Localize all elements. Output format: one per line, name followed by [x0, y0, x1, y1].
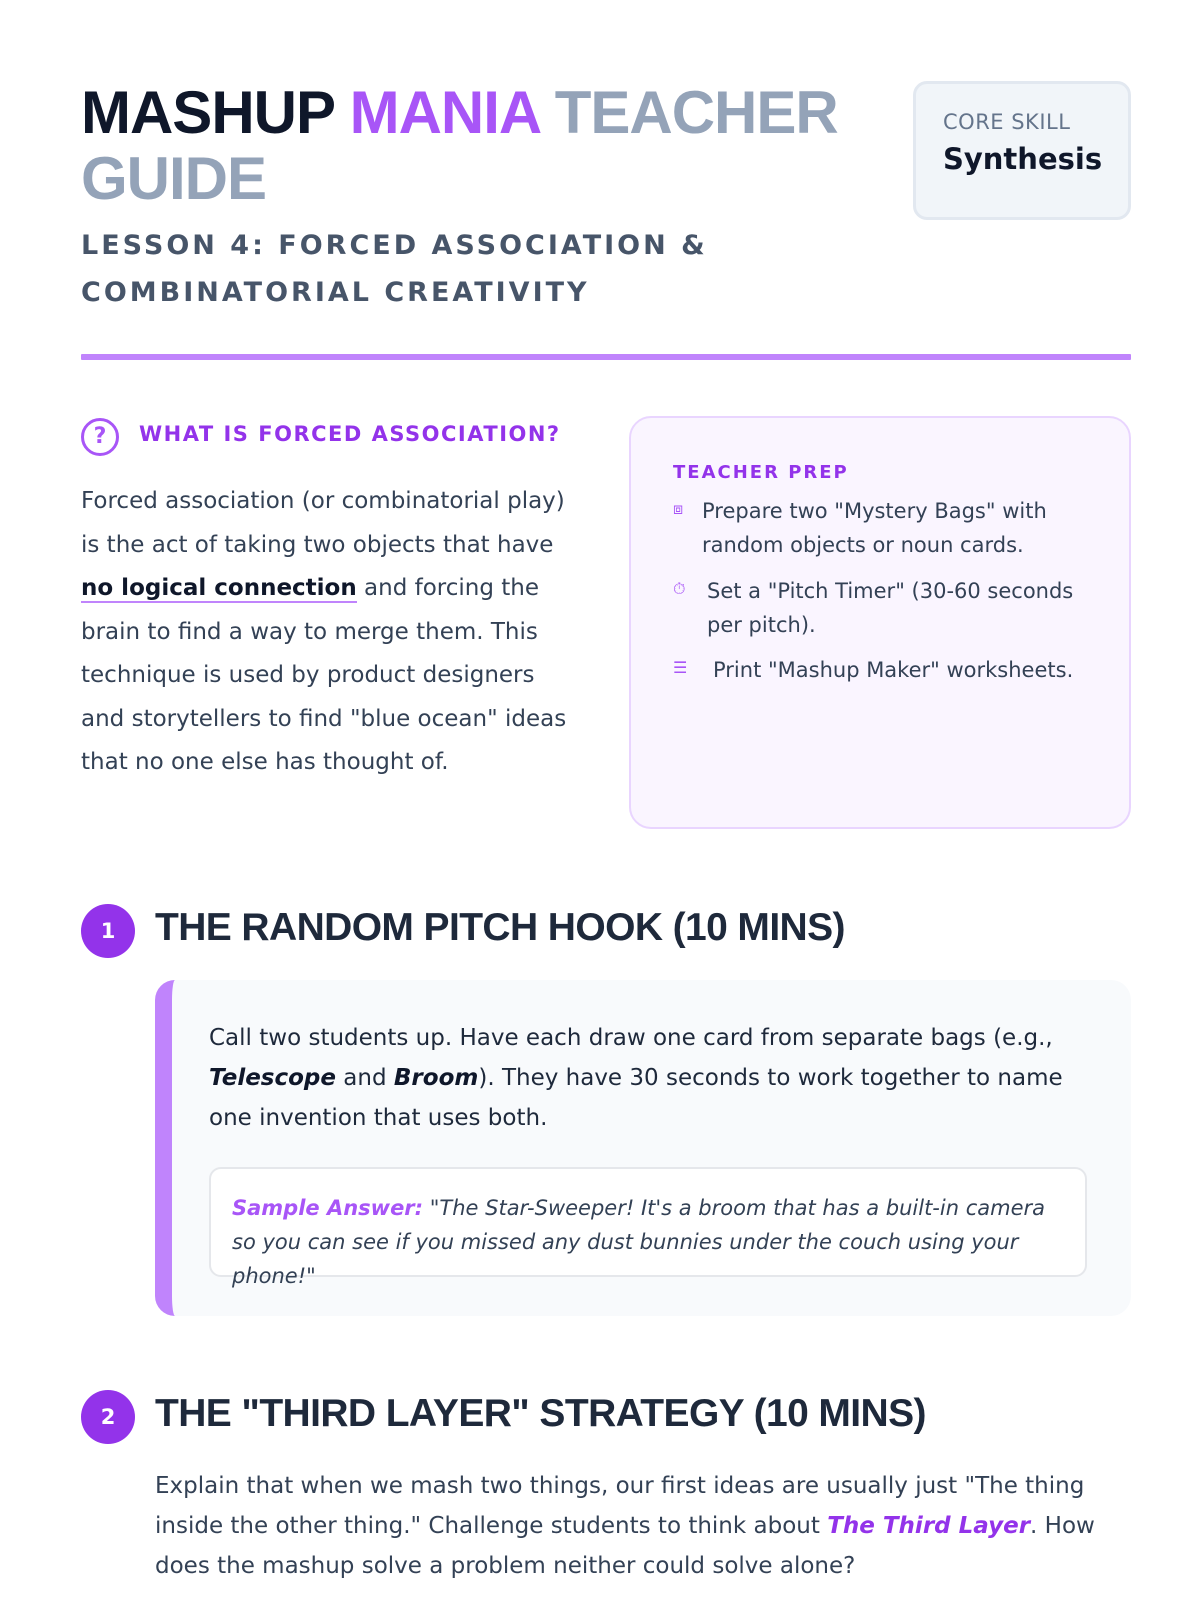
sample-answer-text: "The Star-Sweeper! It's a broom that has a built-in camera so you can see if you missed any dust bunnies under the couch using your phone!" — [232, 1196, 1045, 1288]
page-title — [81, 80, 861, 212]
sample-answer-box — [209, 1167, 1087, 1288]
prep-item — [673, 574, 1093, 642]
intro-paragraph — [81, 480, 571, 785]
prep-item — [673, 653, 1113, 687]
prep-item-text: Prepare two "Mystery Bags" with random objects or noun cards. — [702, 499, 1047, 557]
cube-icon: ⧈ — [673, 499, 684, 518]
core-skill-value: Synthesis — [943, 142, 1103, 176]
step-number-badge: 2 — [81, 1390, 135, 1444]
example-word-telescope: Telescope — [209, 1065, 336, 1091]
intro-key-phrase: no logical connection — [81, 575, 357, 601]
header-divider — [81, 354, 1131, 360]
step-1-text: and — [336, 1065, 394, 1091]
intro-heading: WHAT IS FORCED ASSOCIATION? — [139, 422, 561, 446]
intro-text-before: Forced association (or combinatorial play) is the act of taking two objects that have — [81, 488, 565, 558]
guide-page — [81, 0, 1131, 1600]
teacher-prep-title: TEACHER PREP — [673, 462, 849, 483]
step-2-text: Explain that when we mash two things, our first ideas are usually just "The thing inside the other thing." Challenge students to think about — [155, 1473, 1085, 1539]
title-part-mania: MANIA — [349, 79, 540, 146]
step-1-text: ). They have 30 seconds to work together to name one invention that uses both. — [209, 1065, 1063, 1131]
prep-item — [673, 494, 1093, 562]
document-icon: ☰ — [673, 658, 688, 677]
example-word-broom: Broom — [393, 1065, 479, 1091]
step-number-badge: 1 — [81, 904, 135, 958]
core-skill-badge — [913, 81, 1131, 220]
step-1-instructions — [209, 1018, 1089, 1138]
lesson-subtitle: LESSON 4: FORCED ASSOCIATION & COMBINATORIAL CREATIVITY — [81, 230, 708, 308]
teacher-prep-panel — [629, 416, 1131, 829]
title-part-teacher-guide: TEACHER GUIDE — [81, 79, 838, 212]
step-1-text: Call two students up. Have each draw one card from separate bags (e.g., — [209, 1025, 1053, 1051]
step-title: THE "THIRD LAYER" STRATEGY (10 MINS) — [155, 1392, 926, 1435]
question-circle-icon: ? — [81, 418, 119, 456]
third-layer-highlight: The Third Layer — [827, 1513, 1031, 1539]
step-title: THE RANDOM PITCH HOOK (10 MINS) — [155, 906, 845, 949]
step-2-instructions — [155, 1466, 1131, 1586]
prep-item-text: Print "Mashup Maker" worksheets. — [713, 658, 1074, 682]
title-part-mashup: MASHUP — [81, 79, 334, 146]
step-2-text: . How does the mashup solve a problem neither could solve alone? — [155, 1513, 1095, 1579]
step-1-card — [155, 980, 1131, 1316]
prep-item-text: Set a "Pitch Timer" (30-60 seconds per pitch). — [707, 579, 1074, 637]
stopwatch-icon: ⏱ — [673, 579, 686, 598]
core-skill-label: CORE SKILL — [943, 110, 1071, 134]
sample-answer-label: Sample Answer: — [232, 1196, 424, 1220]
intro-text-after: and forcing the brain to find a way to merge them. This technique is used by product designers and storytellers to find "blue ocean" ideas that no one else has thought of. — [81, 575, 567, 775]
